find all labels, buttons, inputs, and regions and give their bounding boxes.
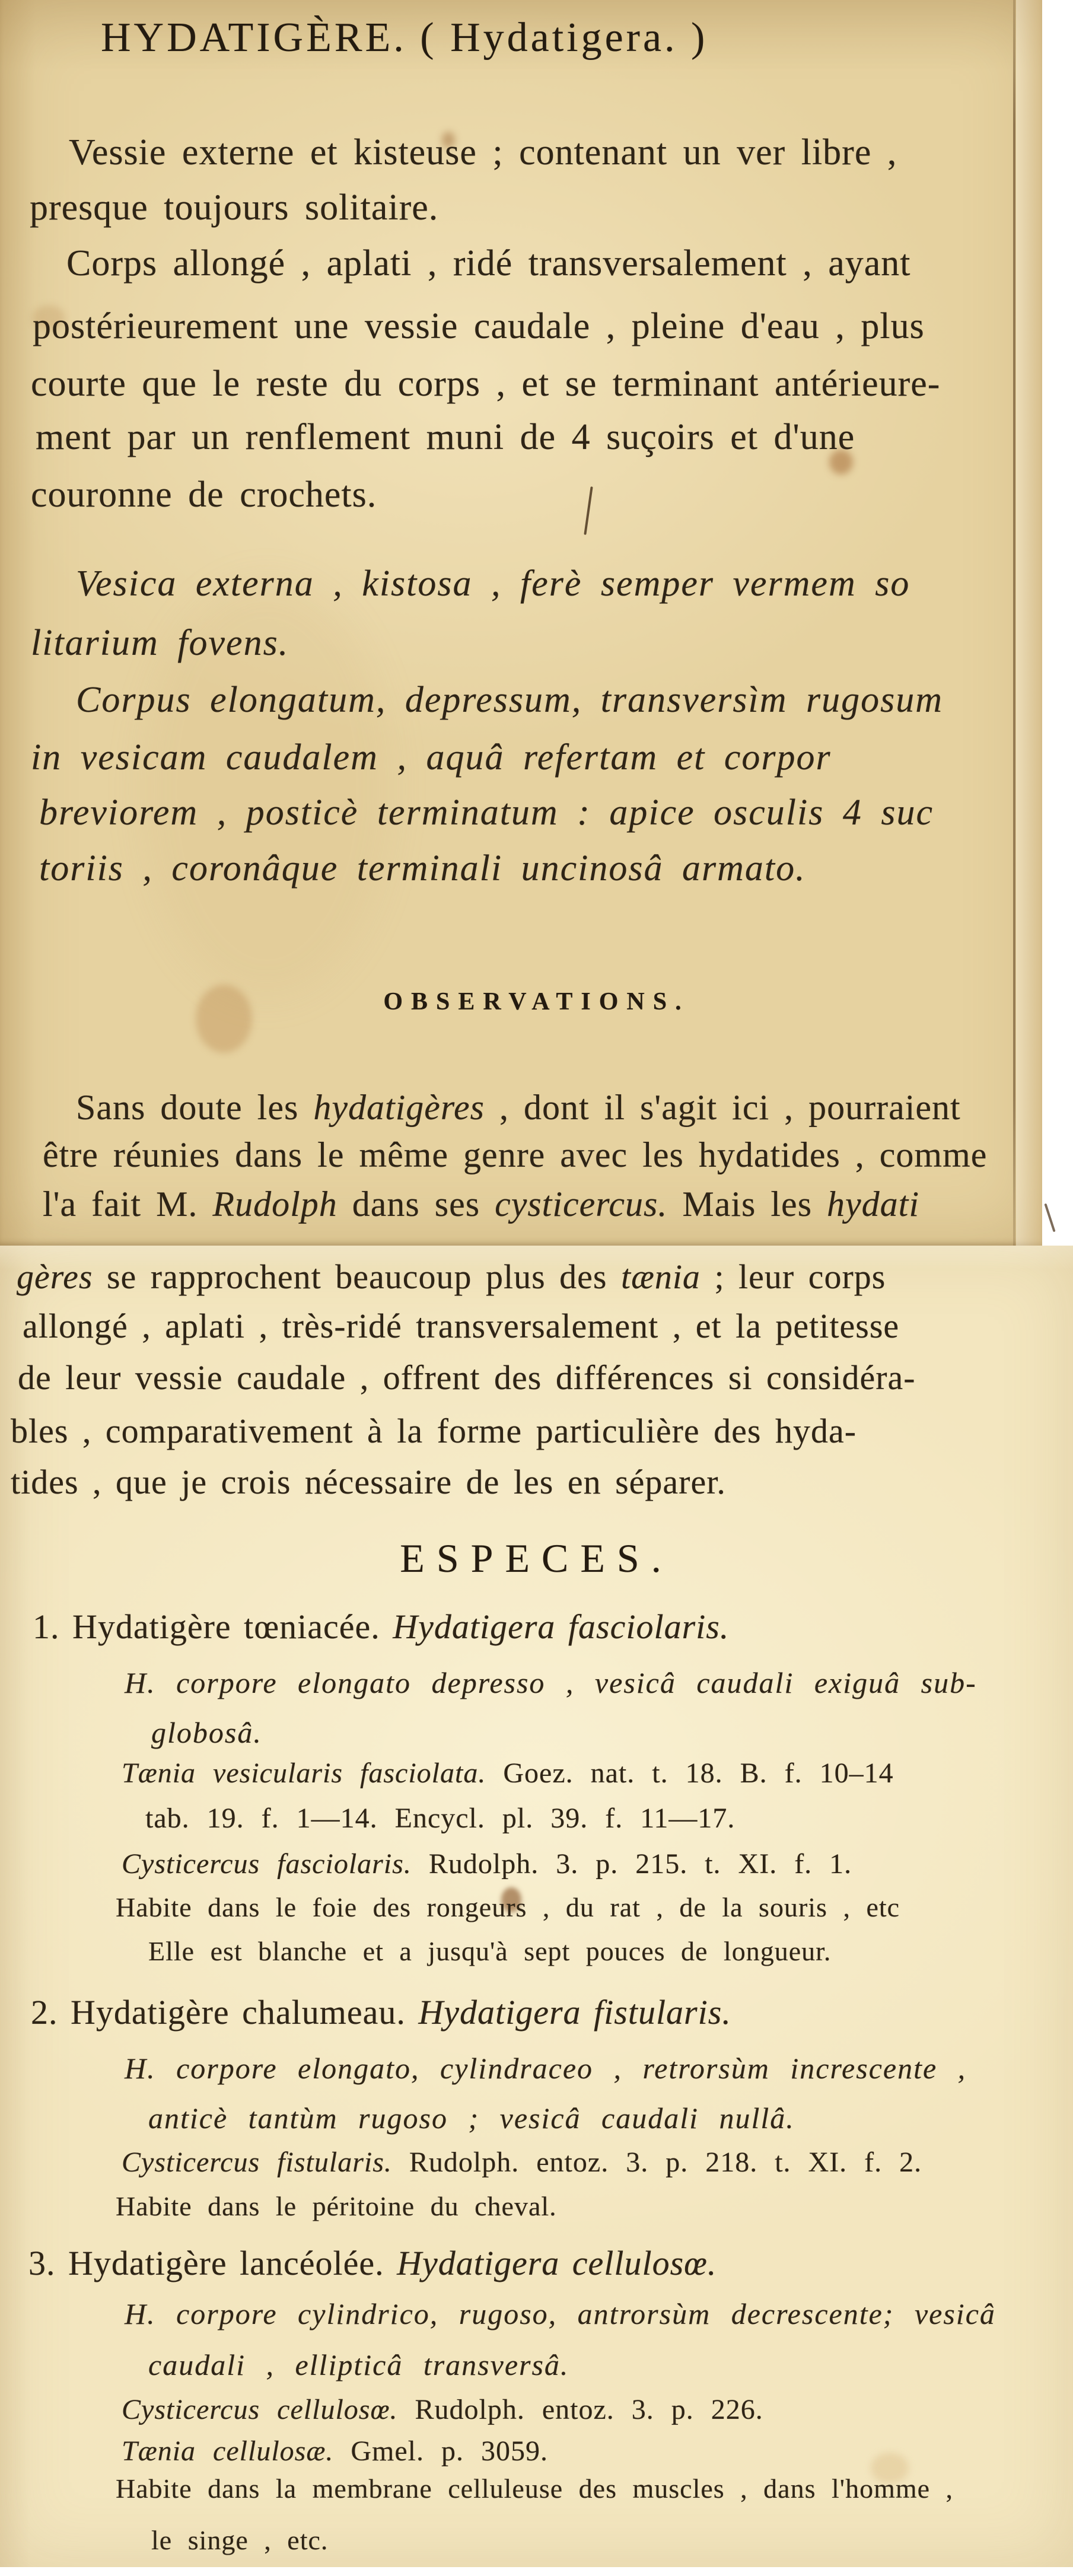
species-1-heading: 1. Hydatigère tœniacée. Hydatigera fasciolaris. xyxy=(33,1607,730,1646)
observations-line: de leur vessie caudale , offrent des différences si considéra- xyxy=(18,1358,916,1397)
latin-line: Vesica externa , kistosa , ferè semper vermem so xyxy=(76,563,910,604)
pen-mark xyxy=(1044,1203,1055,1233)
page-title: HYDATIGÈRE. ( Hydatigera. ) xyxy=(101,15,708,61)
species-3-line: Cysticercus cellulosœ. Rudolph. entoz. 3. p. 226. xyxy=(122,2394,763,2425)
observations-line: l'a fait M. Rudolph dans ses cysticercus. Mais les hydati xyxy=(43,1184,920,1224)
intro-line: Corps allongé , aplati , ridé transversalement , ayant xyxy=(66,243,911,284)
species-3-heading: 3. Hydatigère lancéolée. Hydatigera cellulosœ. xyxy=(28,2244,717,2282)
observations-line: allongé , aplati , très-ridé transversalement , et la petitesse xyxy=(23,1307,900,1345)
observations-heading: OBSERVATIONS. xyxy=(383,988,690,1015)
species-3-line: le singe , etc. xyxy=(151,2525,329,2555)
latin-line: Corpus elongatum, depressum, transversìm rugosum xyxy=(76,680,944,720)
intro-line: Vessie externe et kisteuse ; contenant un ver libre , xyxy=(69,132,897,173)
latin-line: litarium fovens. xyxy=(31,623,289,663)
intro-line: couronne de crochets. xyxy=(31,475,377,515)
page-crease-line xyxy=(1013,0,1015,1246)
observations-line: bles , comparativement à la forme particulière des hyda- xyxy=(11,1412,857,1450)
species-2-line: Cysticercus fistularis. Rudolph. entoz. 3. p. 218. t. XI. f. 2. xyxy=(122,2147,922,2178)
species-1-line: Habite dans le foie des rongeurs , du rat , de la souris , etc xyxy=(116,1892,900,1922)
species-1-line: globosâ. xyxy=(151,1716,262,1749)
species-1-line: Cysticercus fasciolaris. Rudolph. 3. p. 215. t. XI. f. 1. xyxy=(122,1848,852,1880)
species-1-line: Elle est blanche et a jusqu'à sept pouces de longueur. xyxy=(148,1936,832,1966)
latin-line: breviorem , posticè terminatum : apice osculis 4 suc xyxy=(39,792,934,833)
species-2-line: H. corpore elongato, cylindraceo , retrorsùm increscente , xyxy=(125,2052,967,2085)
species-3-line: Habite dans la membrane celluleuse des muscles , dans l'homme , xyxy=(116,2473,954,2504)
species-3-line: Tænia cellulosæ. Gmel. p. 3059. xyxy=(122,2435,548,2467)
paper-stain xyxy=(196,985,252,1053)
species-2-line: Habite dans le péritoine du cheval. xyxy=(116,2191,557,2221)
observations-line: être réunies dans le même genre avec les hydatides , comme xyxy=(43,1135,988,1174)
observations-line: tides , que je crois nécessaire de les en séparer. xyxy=(11,1463,726,1501)
latin-line: in vesicam caudalem , aquâ refertam et corpor xyxy=(31,737,832,778)
observations-line: Sans doute les hydatigères , dont il s'agit ici , pourraient xyxy=(76,1088,961,1127)
intro-line: courte que le reste du corps , et se terminant antérieure- xyxy=(31,364,941,404)
species-3-line: caudali , ellipticâ transversâ. xyxy=(148,2348,569,2381)
species-1-line: tab. 19. f. 1—14. Encycl. pl. 39. f. 11—17. xyxy=(145,1803,736,1834)
species-1-line: Tænia vesicularis fasciolata. Goez. nat. t. 18. B. f. 10–14 xyxy=(122,1757,894,1789)
especes-heading: ESPECES. xyxy=(400,1536,673,1581)
species-2-line: anticè tantùm rugoso ; vesicâ caudali nullâ. xyxy=(148,2101,795,2135)
observations-line: gères se rapprochent beaucoup plus des tænia ; leur corps xyxy=(17,1257,886,1296)
species-1-line: H. corpore elongato depresso , vesicâ caudali exiguâ sub- xyxy=(125,1666,977,1699)
intro-line: presque toujours solitaire. xyxy=(30,187,439,228)
intro-line: ment par un renflement muni de 4 suçoirs et d'une xyxy=(36,417,855,457)
page-edge-strip xyxy=(1016,0,1042,1246)
species-2-heading: 2. Hydatigère chalumeau. Hydatigera fistularis. xyxy=(31,1993,731,2031)
latin-line: toriis , coronâque terminali uncinosâ armato. xyxy=(39,848,806,889)
species-3-line: H. corpore cylindrico, rugoso, antrorsùm decrescente; vesicâ xyxy=(125,2297,996,2330)
intro-line: postérieurement une vessie caudale , pleine d'eau , plus xyxy=(33,306,925,346)
